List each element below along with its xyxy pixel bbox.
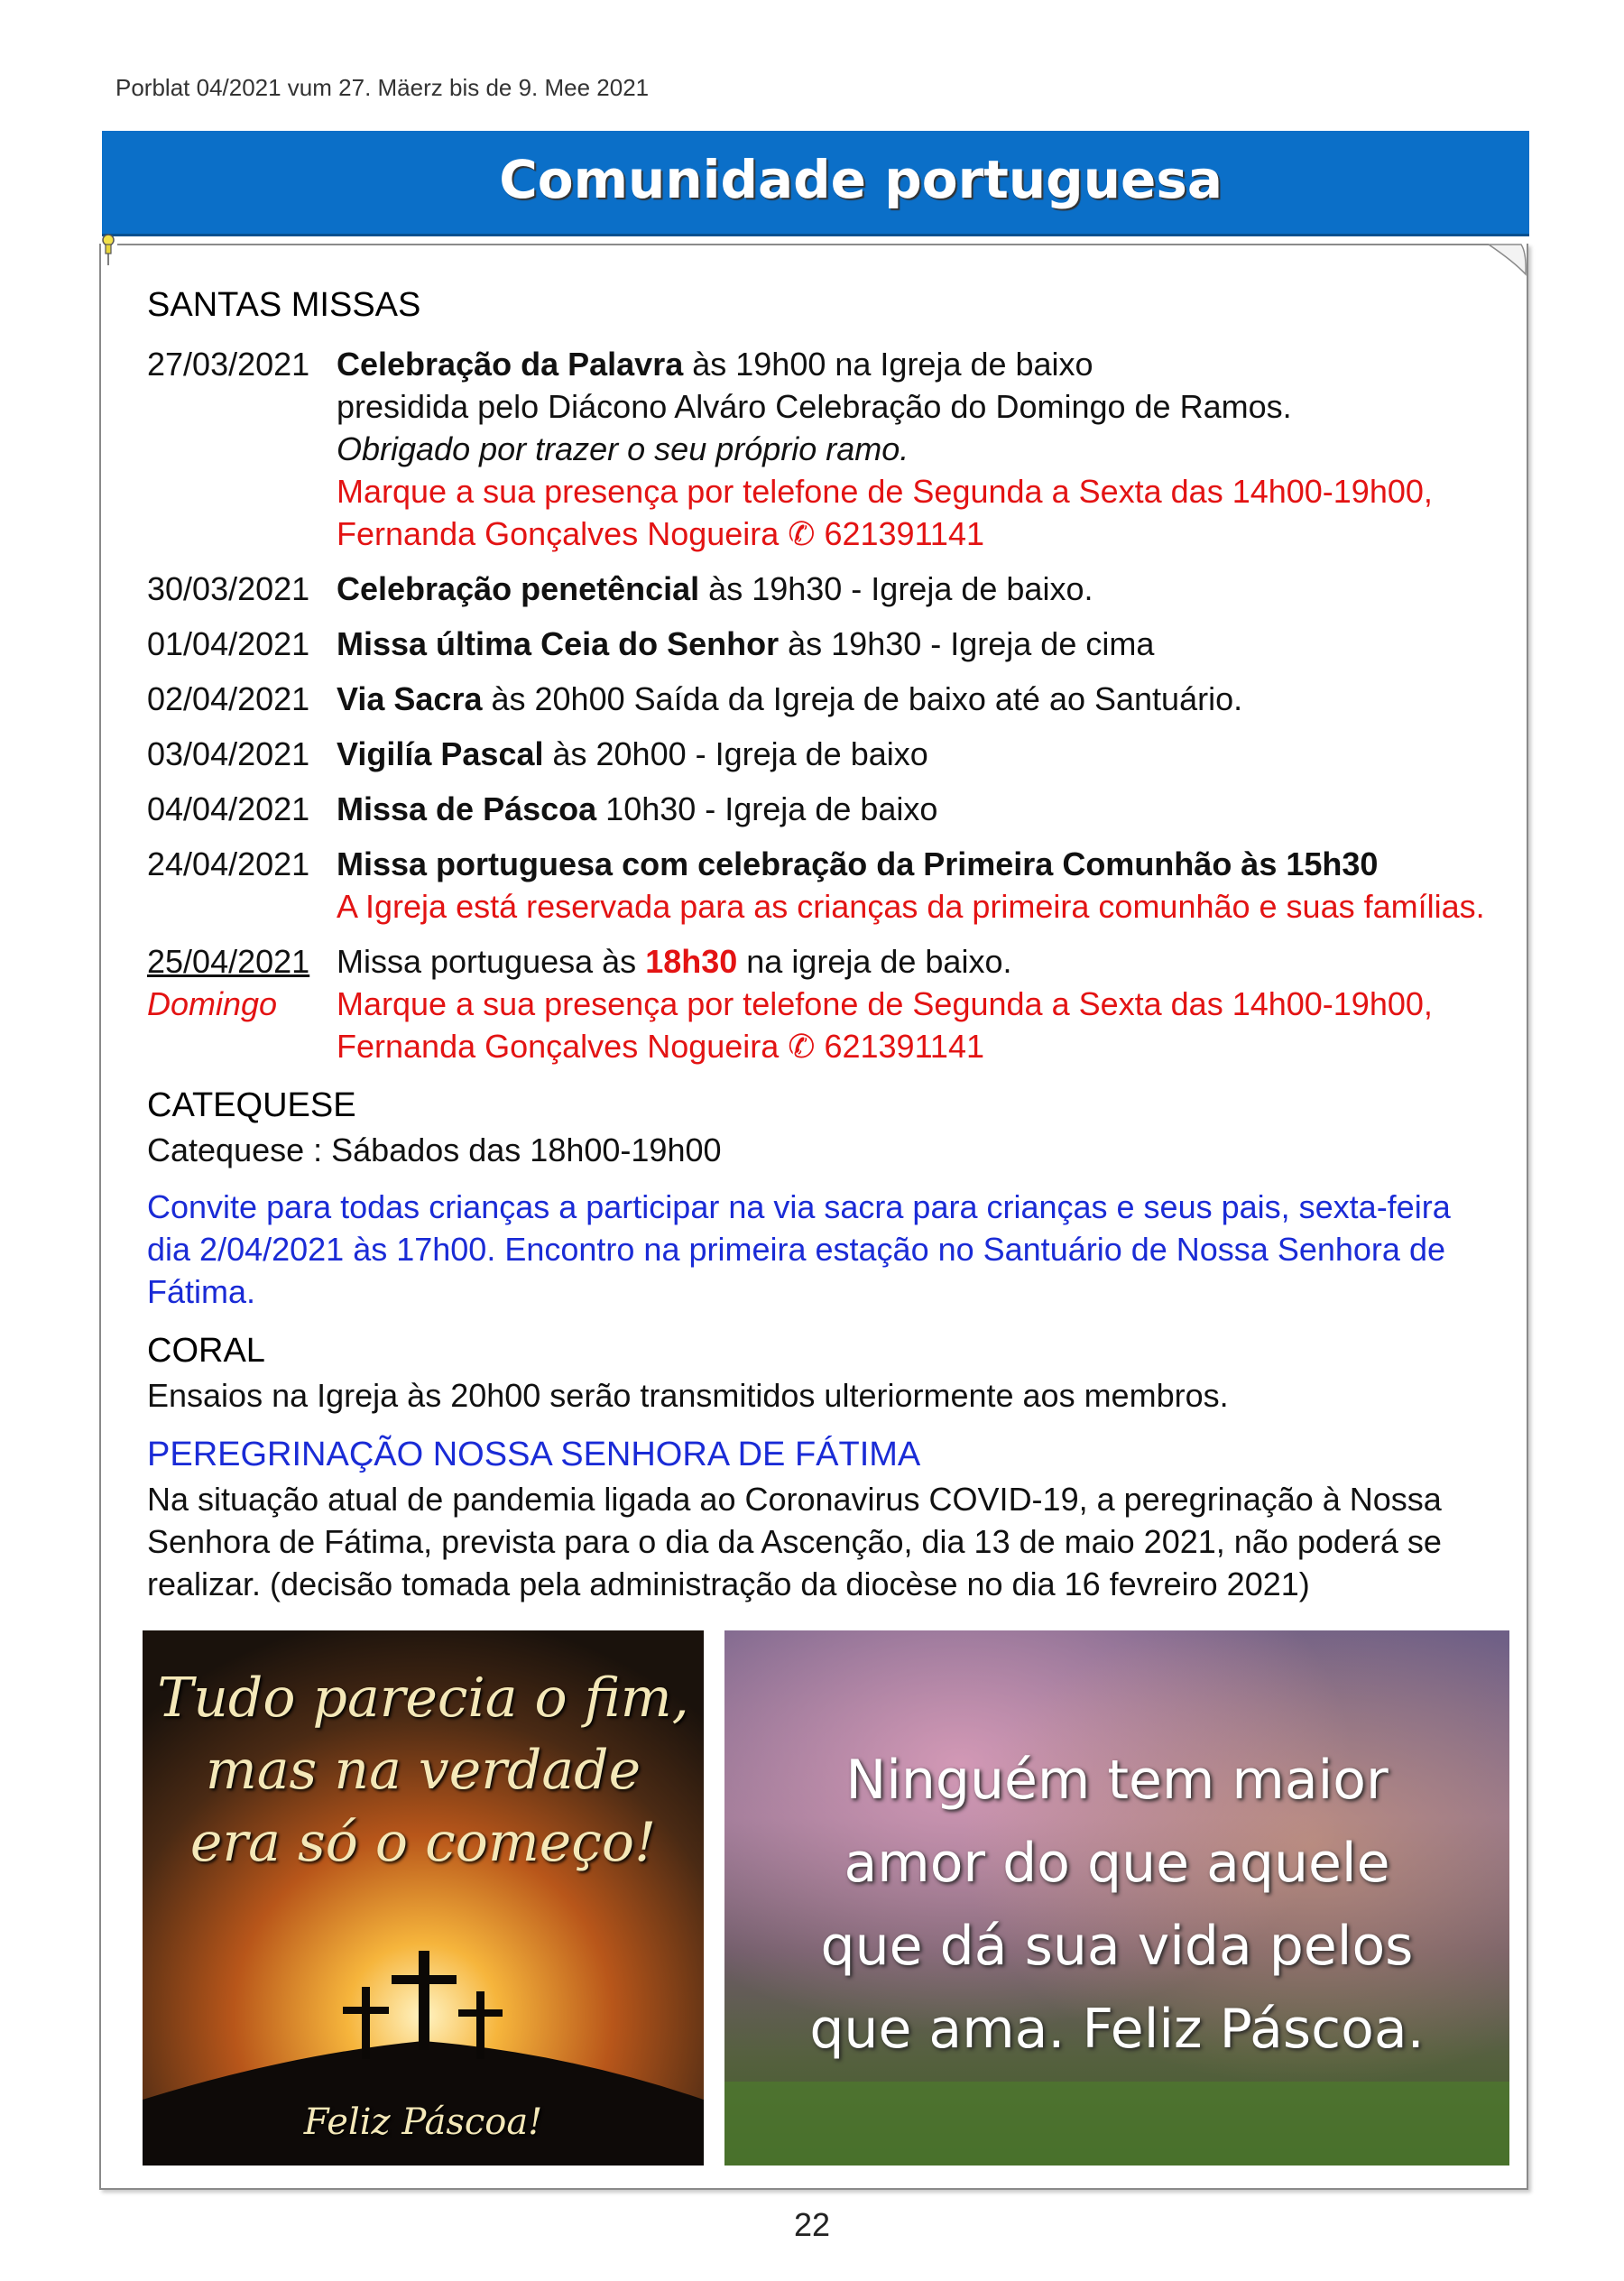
contact-name: Fernanda Gonçalves Nogueira [337, 515, 789, 552]
quote-line: mas na verdade [205, 1739, 641, 1802]
phone-icon: ✆ [788, 1028, 816, 1065]
easter-quote [143, 1662, 704, 1879]
reservation-note: A Igreja está reservada para as crianças da primeira comunhão e suas famílias. [337, 888, 1485, 925]
catequese-schedule: Catequese : Sábados das 18h00-19h00 [147, 1131, 722, 1168]
booking-note: Marque a sua presença por telefone de Segunda a Sexta das 14h00-19h00, [337, 985, 1433, 1022]
love-quote [724, 1739, 1509, 2071]
entry-title: Via Sacra [337, 680, 483, 717]
phone-icon: ✆ [788, 515, 816, 552]
mass-entry [147, 788, 1500, 830]
page-header: Porblat 04/2021 vum 27. Mäerz bis de 9. Mee 2021 [115, 74, 650, 101]
booking-note: Marque a sua presença por telefone de Segunda a Sexta das 14h00-19h00, [337, 473, 1433, 510]
contact-name: Fernanda Gonçalves Nogueira [337, 1028, 789, 1065]
section-banner [102, 131, 1529, 236]
mass-entry [147, 843, 1500, 928]
contact-phone: 621391141 [815, 515, 984, 552]
entry-date: 04/04/2021 [147, 790, 310, 827]
catequese-heading: CATEQUESE [147, 1086, 356, 1124]
entry-title: Celebração da Palavra [337, 346, 684, 383]
mass-entry [147, 343, 1500, 555]
entry-note: Obrigado por trazer o seu próprio ramo. [337, 430, 909, 467]
peregrinacao-heading: PEREGRINAÇÃO NOSSA SENHORA DE FÁTIMA [147, 1436, 921, 1473]
frame-top-border [117, 244, 1489, 245]
entry-time: 18h30 [645, 943, 738, 980]
entry-weekday: Domingo [147, 985, 278, 1022]
entry-line: presidida pelo Diácono Alváro Celebração do Domingo de Ramos. [337, 388, 1292, 425]
page-number: 22 [793, 2206, 831, 2243]
entry-text: às 19h00 na Igreja de baixo [683, 346, 1093, 383]
quote-line: que dá sua vida pelos [820, 1915, 1414, 1978]
entry-date: 25/04/2021 [147, 943, 310, 980]
entry-text: às 19h30 - Igreja de baixo. [699, 570, 1093, 607]
easter-quote-image [724, 1630, 1509, 2166]
quote-line: que ama. Feliz Páscoa. [809, 1998, 1425, 2061]
entry-date: 27/03/2021 [147, 346, 310, 383]
entry-date: 30/03/2021 [147, 570, 310, 607]
easter-greeting: Feliz Páscoa! [303, 2101, 543, 2143]
quote-line: amor do que aquele [844, 1832, 1390, 1895]
peregrinacao-text: Na situação atual de pandemia ligada ao Coronavirus COVID-19, a peregrinação à Nossa Senhora de Fátima, prevista para o dia da Ascenção, dia 13 de maio 2021, não poderá se realizar. (decisão tomada pela administração da diocèse no dia 16 fevreiro 2021) [147, 1481, 1442, 1602]
entry-text: às 20h00 Saída da Igreja de baixo até ao Santuário. [482, 680, 1243, 717]
entry-date-block [147, 940, 337, 1067]
quote-line: Tudo parecia o fim, [157, 1667, 689, 1730]
mass-entry [147, 940, 1500, 1067]
entry-date: 01/04/2021 [147, 625, 310, 662]
santas-missas-heading: SANTAS MISSAS [147, 286, 421, 324]
entry-details [337, 343, 1500, 555]
entry-text: Missa portuguesa às [337, 943, 646, 980]
entry-date: 02/04/2021 [147, 680, 310, 717]
main-content [147, 282, 1500, 1605]
entry-text: às 19h30 - Igreja de cima [779, 625, 1155, 662]
contact-phone: 621391141 [815, 1028, 984, 1065]
mass-entry [147, 623, 1500, 665]
catequese-invitation: Convite para todas crianças a participar na via sacra para crianças e seus pais, sexta-feira dia 2/04/2021 às 17h00. Encontro na primeira estação no Santuário de Nossa Senhora de Fátima. [147, 1188, 1451, 1310]
entry-title: Missa de Páscoa [337, 790, 597, 827]
entry-date: 24/04/2021 [147, 845, 310, 882]
easter-sunset-image [143, 1630, 704, 2166]
entry-text: 10h30 - Igreja de baixo [596, 790, 938, 827]
mass-entry [147, 568, 1500, 610]
entry-text: na igreja de baixo. [737, 943, 1012, 980]
banner-title: Comunidade portuguesa [499, 149, 1223, 210]
mass-entry [147, 678, 1500, 720]
quote-line: Ninguém tem maior [845, 1749, 1389, 1812]
coral-heading: CORAL [147, 1332, 265, 1370]
entry-title: Missa portuguesa com celebração da Primeira Comunhão às 15h30 [337, 845, 1379, 882]
entry-title: Missa última Ceia do Senhor [337, 625, 780, 662]
mass-entry [147, 733, 1500, 775]
entry-date: 03/04/2021 [147, 735, 310, 772]
entry-title: Vigilía Pascal [337, 735, 544, 772]
page-curl-icon [1487, 244, 1527, 276]
entry-title: Celebração penetêncial [337, 570, 700, 607]
coral-text: Ensaios na Igreja às 20h00 serão transmitidos ulteriormente aos membros. [147, 1377, 1229, 1414]
entry-text: às 20h00 - Igreja de baixo [543, 735, 928, 772]
quote-line: era só o começo! [189, 1811, 657, 1874]
